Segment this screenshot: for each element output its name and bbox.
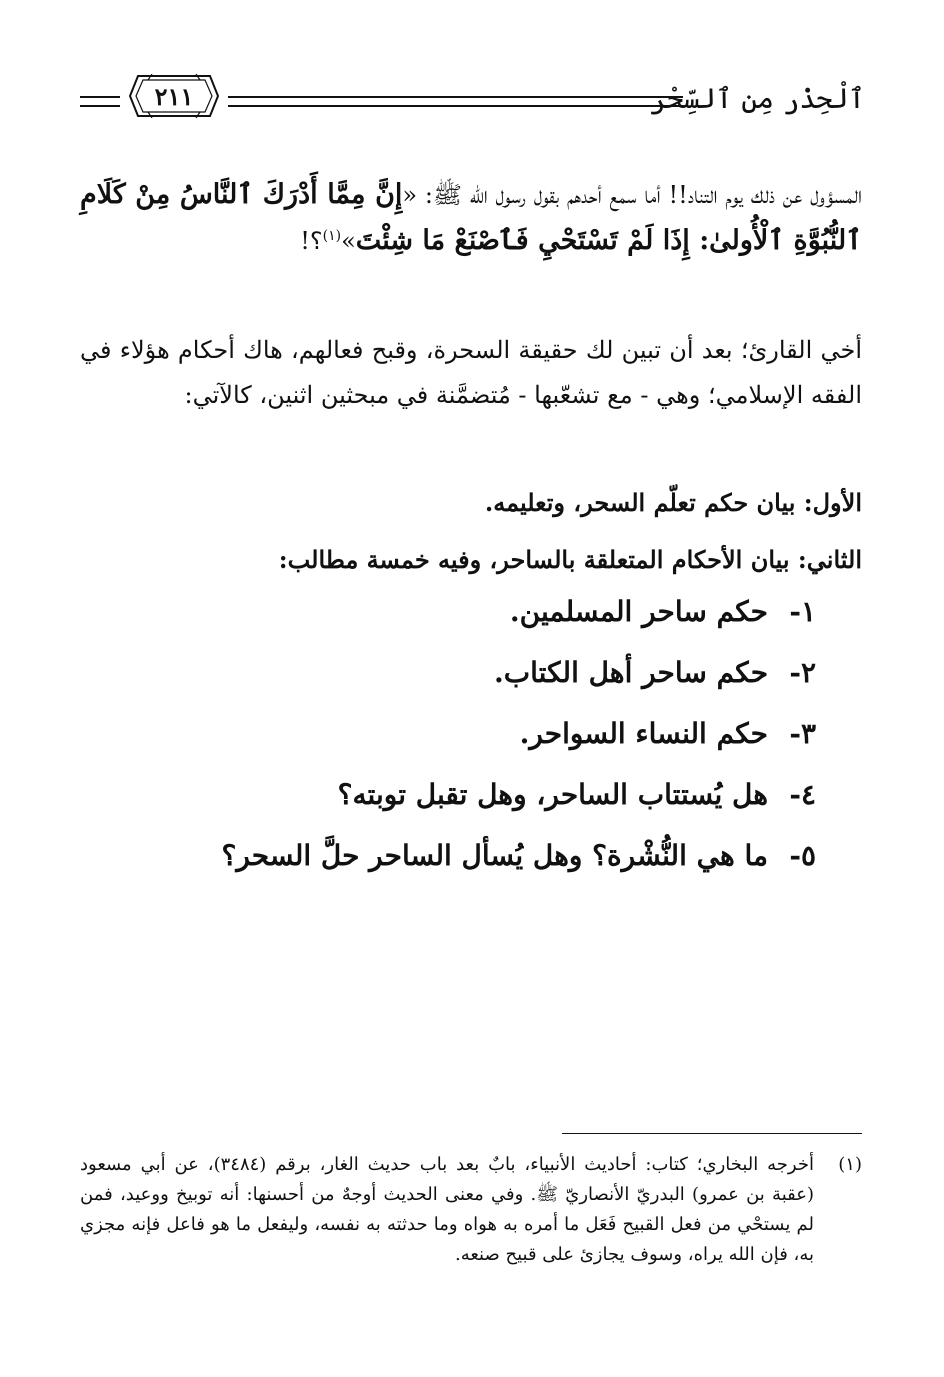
list-item (222, 595, 817, 656)
list-item-number: ٥- (789, 839, 816, 872)
list-item (222, 656, 817, 717)
list-item-text: ما هي النُّشْرة؟ وهل يُسأل الساحر حلَّ السحر؟ (221, 839, 768, 872)
list-item (222, 778, 817, 839)
running-title: ٱلْحِذْر مِن ٱلسِّحْر (650, 82, 865, 115)
list-item-text: حكم ساحر أهل الكتاب. (493, 656, 768, 689)
footnote-reference: (١) (322, 228, 342, 244)
topics-list (222, 595, 817, 900)
paragraph-2: أخي القارئ؛ بعد أن تبين لك حقيقة السحرة، وقبح فعالهم، هاك أحكام هؤلاء في الفقه الإسلامي؛ وهي - مع تشعّبها - مُتضمَّنة في مبحثين اثنين، كالآتي: (80, 336, 862, 409)
paragraph-1-text: المسؤول عن ذلك يوم التناد!! أما سمع أحدهم بقول رسول الله ﷺ: « (402, 181, 862, 209)
list-item (222, 717, 817, 778)
paragraph-1-end: ؟! (300, 227, 323, 255)
paragraph-1 (80, 172, 862, 264)
header-rule-left (80, 96, 120, 107)
list-item (222, 839, 817, 900)
hadith-quote: إِنَّ مِمَّا أَدْرَكَ ٱلنَّاسُ مِنْ كَلَامِ ٱلنُّبُوَّةِ ٱلْأُولىٰ: إِذَا لَمْ تَسْتَحْيِ فَٱصْنَعْ مَا شِئْتَ (80, 179, 862, 256)
outline-second (279, 545, 862, 574)
list-item-text: هل يُستتاب الساحر، وهل تقبل توبته؟ (337, 778, 768, 811)
list-item-number: ٣- (789, 717, 816, 750)
outline-first (485, 488, 862, 517)
header-rule-right (228, 96, 683, 107)
list-item-text: حكم النساء السواحر. (519, 717, 768, 750)
outline-second-text: بيان الأحكام المتعلقة بالساحر، وفيه خمسة مطالب: (278, 545, 798, 574)
page-number-frame (128, 74, 220, 118)
list-item-number: ٢- (789, 656, 816, 689)
list-item-text: حكم ساحر المسلمين. (509, 595, 768, 628)
footnote-text: أخرجه البخاري؛ كتاب: أحاديث الأنبياء، بابٌ بعد باب حديث الغار، برقم (٣٤٨٤)، عن أبي مسعود (عقبة بن عمرو) البدريّ الأنصاريّ ﷺ. وفي معنى الحديث أوجهٌ من أحسنها: أنه توبيخ ووعيد، فمن لم يستحْي من فعل القبيح فَعَل ما أمره به هواه وما حدثته به نفسه، وليفعل ما هو فاعل فإنه مجزي به، فإن الله يراه، وسوف يجازئ على قبيح صنعه. (80, 1154, 814, 1265)
outline-first-text: بيان حكم تعلّم السحر، وتعليمه. (484, 488, 804, 517)
footnote-divider (562, 1133, 862, 1134)
list-item-number: ٤- (789, 778, 816, 811)
quote-close: » (341, 227, 356, 255)
outline-first-lead: الأول: (803, 488, 862, 517)
outline-second-lead: الثاني: (797, 545, 862, 574)
footnote-marker: (١) (838, 1154, 862, 1175)
page-number: ٢١١ (154, 81, 194, 111)
list-item-number: ١- (789, 595, 816, 628)
footnote (80, 1150, 862, 1270)
page-header (80, 70, 865, 130)
